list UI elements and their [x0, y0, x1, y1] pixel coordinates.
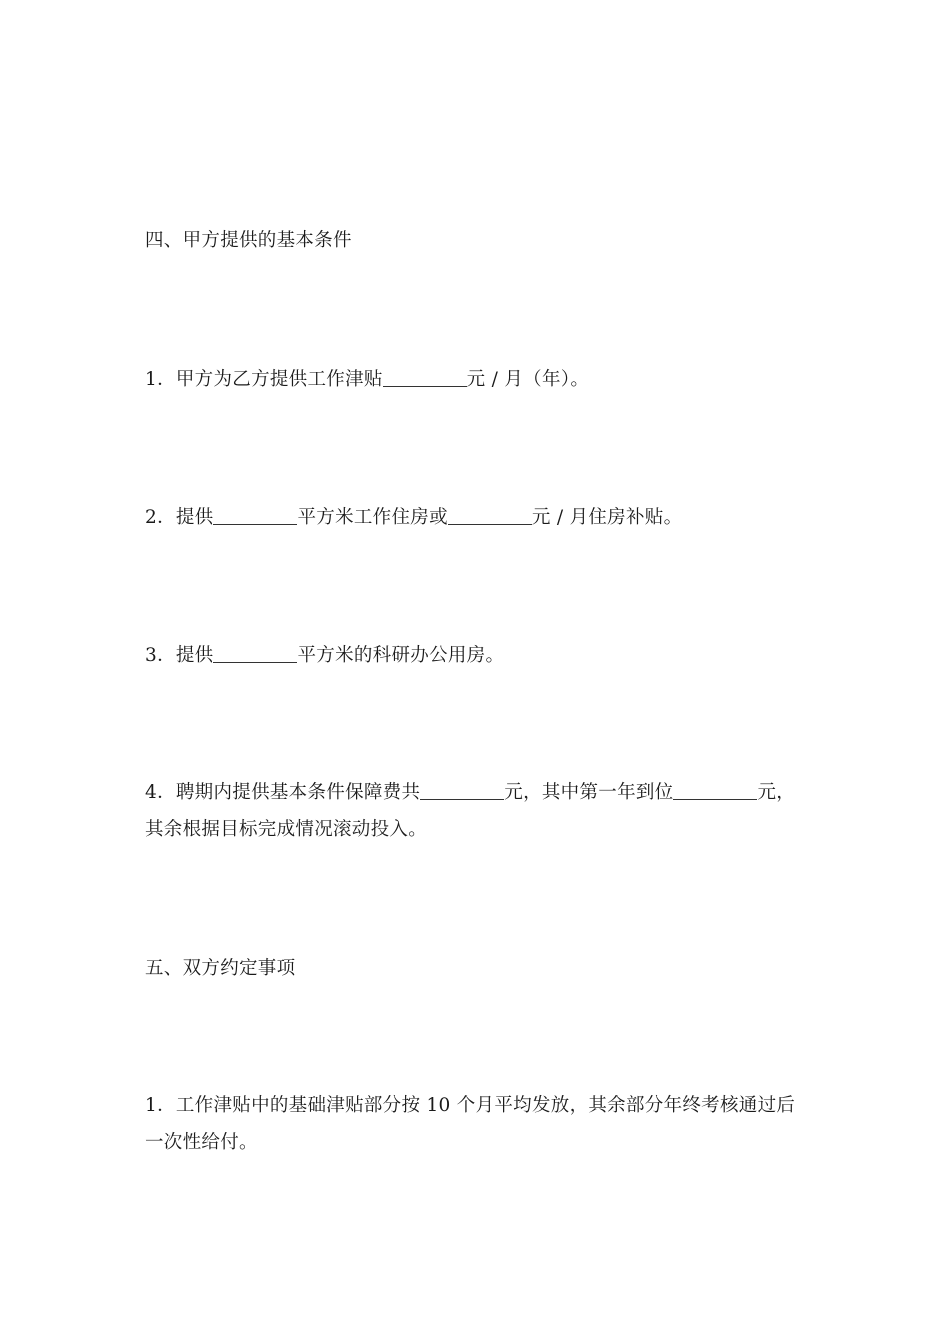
item-text: 元 / 月住房补贴。 [531, 507, 683, 528]
section-4-item-3 [145, 644, 504, 668]
item-text: 平方米工作住房或 [297, 507, 448, 528]
item-text: 2．提供 [145, 507, 214, 528]
item-text: 1．甲方为乙方提供工作津贴 [145, 369, 383, 390]
item-text: 元， [757, 782, 796, 803]
item-text: 平方米的科研办公用房。 [297, 645, 505, 666]
fill-blank[interactable] [213, 644, 297, 663]
item-text: 4．聘期内提供基本条件保障费共 [145, 782, 421, 803]
fill-blank[interactable] [383, 368, 467, 387]
section-4-item-2 [145, 506, 682, 530]
fill-blank[interactable] [213, 506, 297, 525]
fill-blank[interactable] [420, 781, 504, 800]
section-4-item-4 [145, 781, 795, 805]
section-4-item-1 [145, 368, 589, 392]
fill-blank[interactable] [673, 781, 757, 800]
section-4-item-4-continuation: 其余根据目标完成情况滚动投入。 [145, 819, 428, 840]
item-text: 元，其中第一年到位 [504, 782, 674, 803]
section-5-item-1: 1．工作津贴中的基础津贴部分按 10 个月平均发放，其余部分年终考核通过后 [145, 1095, 796, 1116]
item-text: 3．提供 [145, 645, 214, 666]
item-text: 元 / 月（年）。 [466, 369, 590, 390]
section-4-heading: 四、甲方提供的基本条件 [145, 230, 352, 251]
section-5-item-1-continuation: 一次性给付。 [145, 1132, 258, 1153]
fill-blank[interactable] [448, 506, 532, 525]
section-5-heading: 五、双方约定事项 [145, 958, 296, 979]
